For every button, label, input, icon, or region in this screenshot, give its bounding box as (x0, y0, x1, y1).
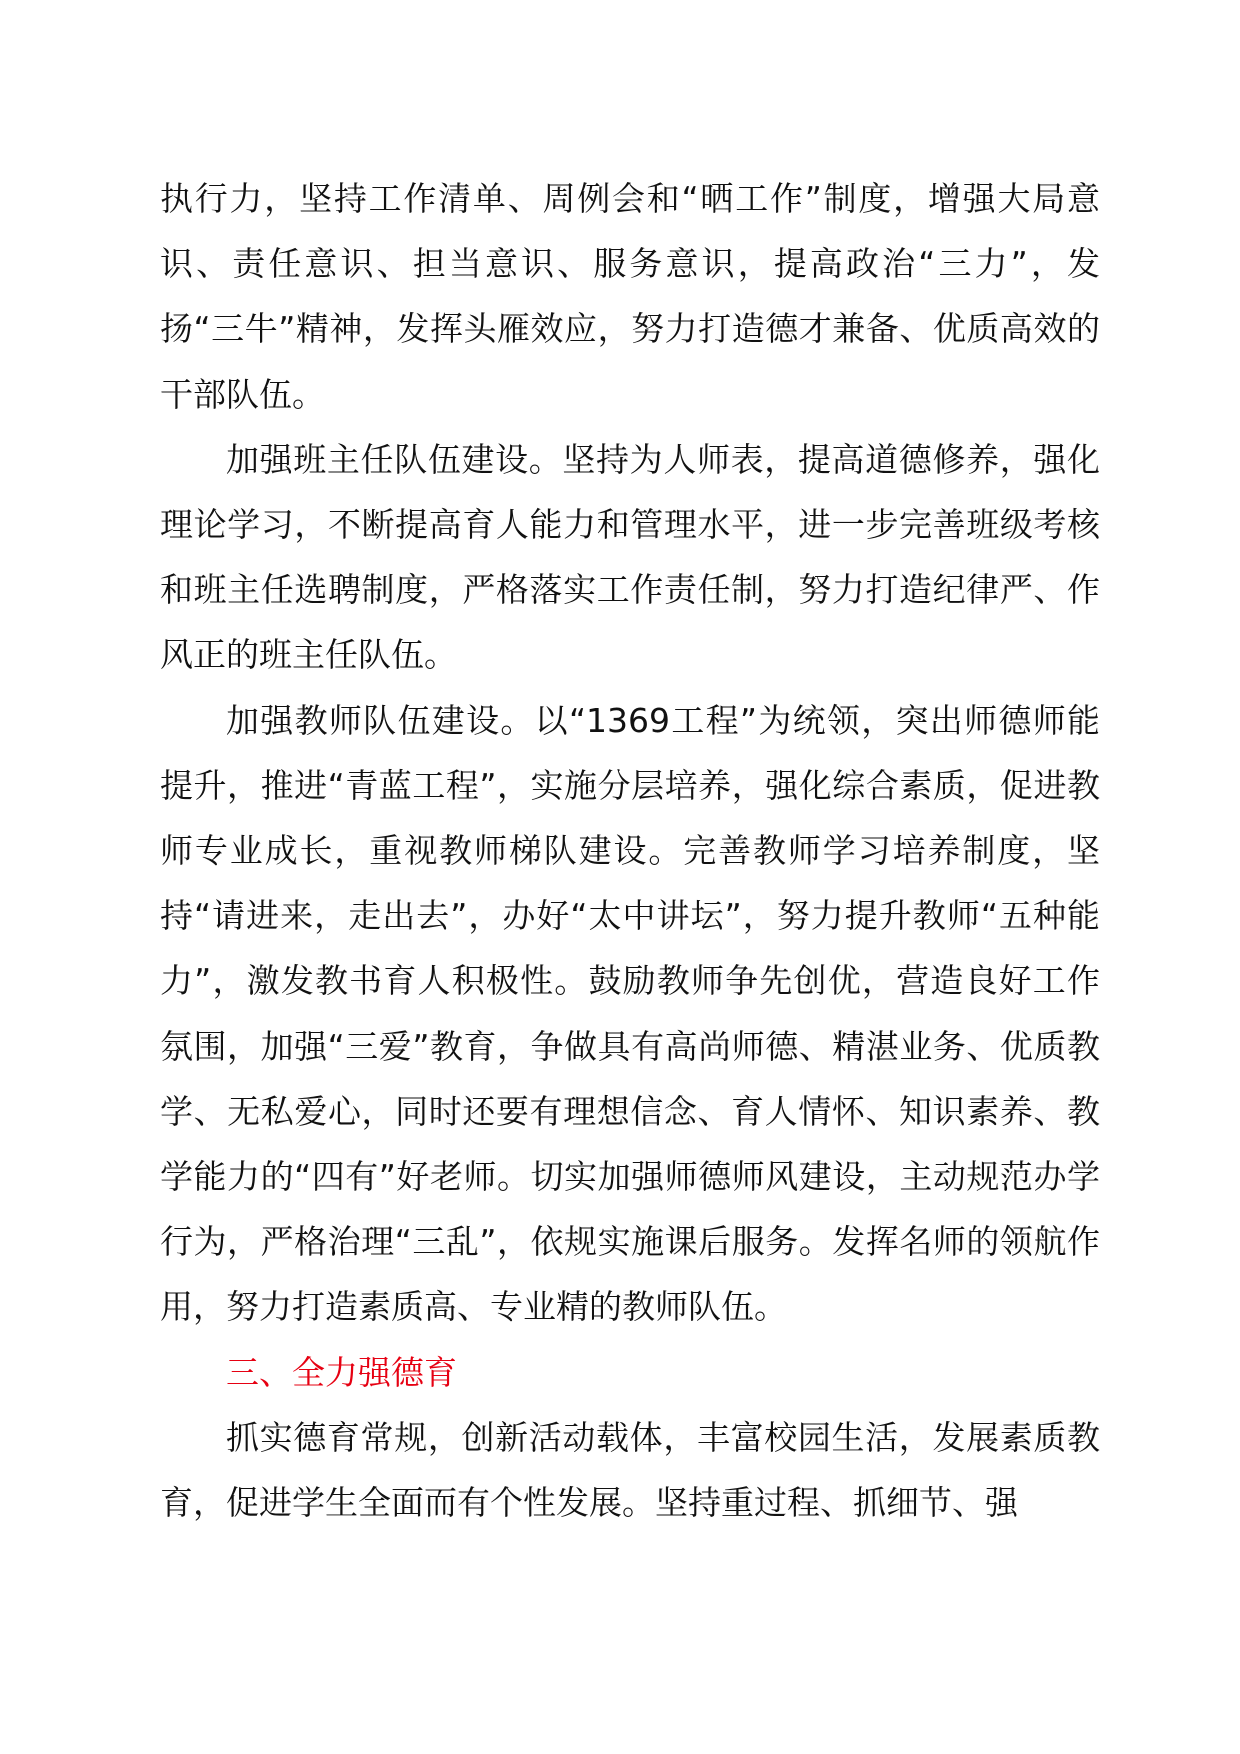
document-page (160, 166, 1100, 1535)
paragraph-head-teacher-team: 加强班主任队伍建设。坚持为人师表，提高道德修养，强化理论学习，不断提高育人能力和管理水平，进一步完善班级考核和班主任选聘制度，严格落实工作责任制，努力打造纪律严、作风正的班主任队伍。 (160, 439, 1100, 675)
section-heading-moral-education: 三、全力强德育 (226, 1352, 457, 1392)
paragraph-teacher-team: 加强教师队伍建设。以“1369工程”为统领，突出师德师能提升，推进“青蓝工程”，实施分层培养，强化综合素质，促进教师专业成长，重视教师梯队建设。完善教师学习培养制度，坚持“请进来，走出去”，办好“太中讲坛”，努力提升教师“五种能力”，激发教书育人积极性。鼓励教师争先创优，营造良好工作氛围，加强“三爱”教育，争做具有高尚师德、精湛业务、优质教学、无私爱心，同时还要有理想信念、育人情怀、知识素养、教学能力的“四有”好老师。切实加强师德师风建设，主动规范办学行为，严格治理“三乱”，依规实施课后服务。发挥名师的领航作用，努力打造素质高、专业精的教师队伍。 (160, 700, 1100, 1327)
paragraph-cadre-team: 执行力，坚持工作清单、周例会和“晒工作”制度，增强大局意识、责任意识、担当意识、服务意识，提高政治“三力”，发扬“三牛”精神，发挥头雁效应，努力打造德才兼备、优质高效的干部队伍。 (160, 179, 1100, 414)
paragraph-moral-education: 抓实德育常规，创新活动载体，丰富校园生活，发展素质教育，促进学生全面而有个性发展。坚持重过程、抓细节、强 (160, 1417, 1100, 1523)
